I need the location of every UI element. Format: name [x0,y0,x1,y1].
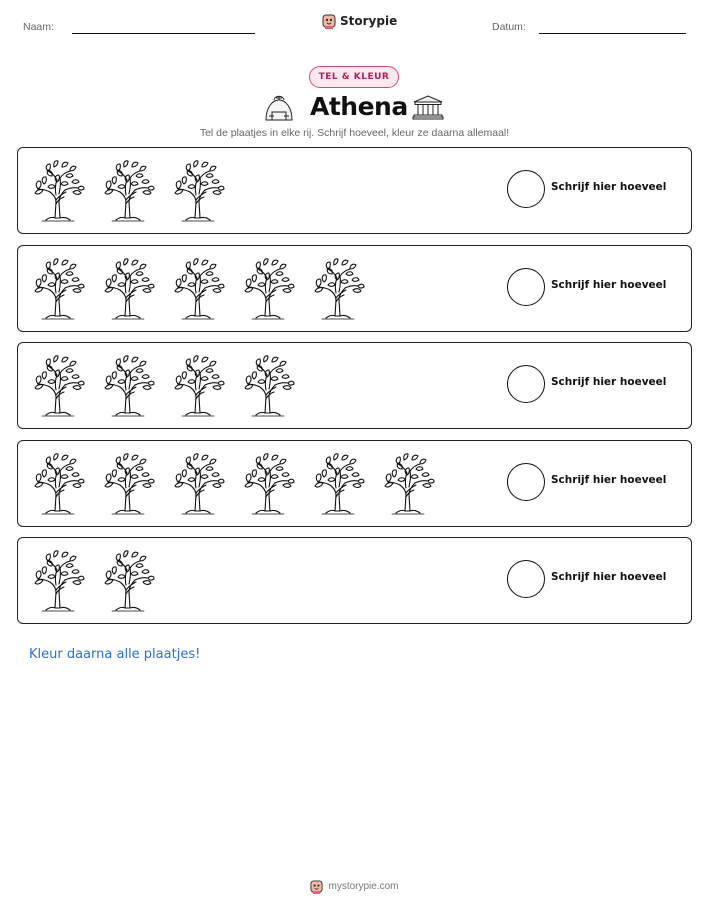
color-all-note: Kleur daarna alle plaatjes! [29,647,201,662]
instructions: Tel de plaatjes in elke rij. Schrijf hoeveel, kleur ze daarna allemaal! [199,127,510,139]
answer-circle[interactable] [507,560,545,598]
olive-tree-icon[interactable] [98,252,158,322]
tree-group [28,447,438,521]
olive-tree-icon[interactable] [308,252,368,322]
olive-tree-icon[interactable] [28,154,88,224]
storypie-mascot-icon [310,879,323,894]
olive-tree-icon[interactable] [98,544,158,614]
olive-tree-icon[interactable] [28,544,88,614]
olive-tree-icon[interactable] [238,447,298,517]
title-row [0,92,709,122]
tree-group [28,252,368,326]
count-row [17,440,692,527]
olive-tree-icon[interactable] [98,154,158,224]
olive-tree-icon[interactable] [168,252,228,322]
olive-tree-icon[interactable] [28,447,88,517]
count-row [17,342,692,429]
footer-brand [0,879,709,894]
count-row [17,147,692,234]
answer-label: Schrijf hier hoeveel [551,571,667,583]
answer-label: Schrijf hier hoeveel [551,279,667,291]
count-row [17,245,692,332]
answer-circle[interactable] [507,463,545,501]
answer-circle[interactable] [507,365,545,403]
olive-tree-icon[interactable] [378,447,438,517]
brand-name: Storypie [340,14,398,28]
date-line[interactable] [539,33,686,34]
olive-tree-icon[interactable] [98,447,158,517]
date-label: Datum: [492,21,526,33]
olive-tree-icon[interactable] [168,447,228,517]
brand-logo [322,13,397,29]
tree-group [28,544,158,618]
tree-group [28,154,228,228]
olive-tree-icon[interactable] [98,349,158,419]
olive-tree-icon[interactable] [28,252,88,322]
answer-label: Schrijf hier hoeveel [551,181,667,193]
answer-label: Schrijf hier hoeveel [551,474,667,486]
count-row [17,537,692,624]
olive-tree-icon[interactable] [308,447,368,517]
page-header [0,0,709,50]
footer-url[interactable]: mystorypie.com [328,881,399,892]
answer-circle[interactable] [507,268,545,306]
page-title: Athena [310,92,408,121]
answer-label: Schrijf hier hoeveel [551,376,667,388]
name-label: Naam: [23,21,54,33]
olive-tree-icon[interactable] [168,349,228,419]
olive-tree-icon[interactable] [238,349,298,419]
olive-tree-icon[interactable] [168,154,228,224]
answer-circle[interactable] [507,170,545,208]
helmet-icon [262,94,296,122]
name-line[interactable] [72,33,255,34]
storypie-mascot-icon [322,13,336,29]
tree-group [28,349,298,423]
olive-tree-icon[interactable] [238,252,298,322]
olive-tree-icon[interactable] [28,349,88,419]
activity-badge: TEL & KLEUR [309,66,399,88]
temple-icon [412,94,444,120]
